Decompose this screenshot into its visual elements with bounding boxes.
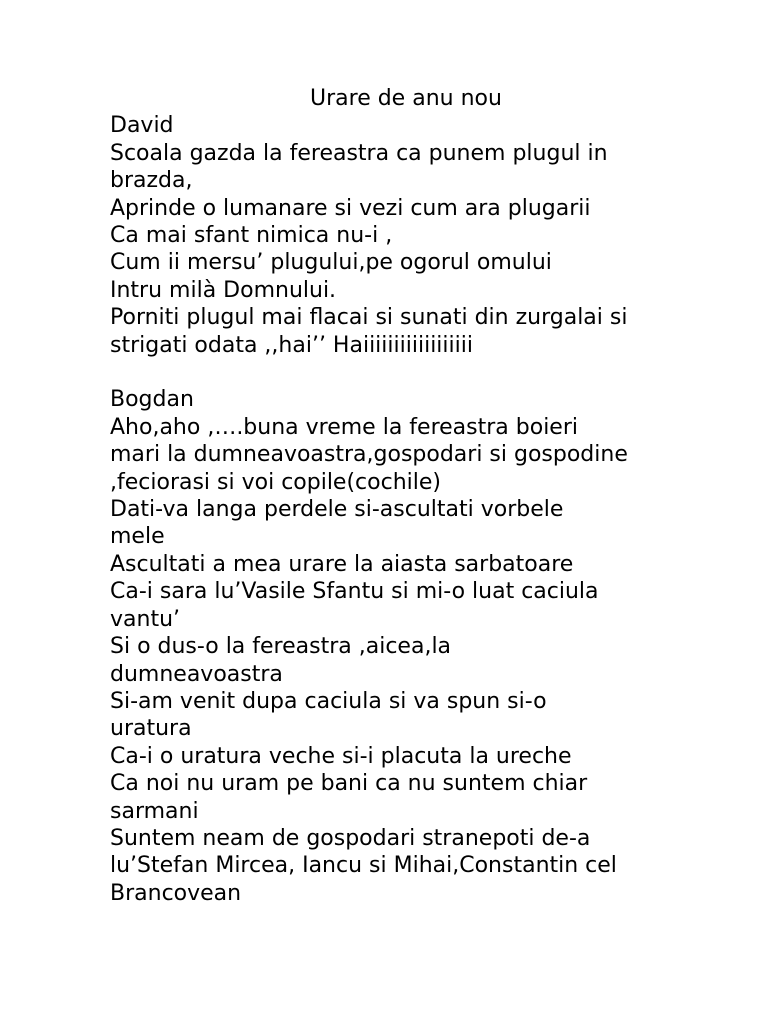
text-line: Ca-i o uratura veche si-i placuta la ureche [110,743,572,769]
text-line: dumneavoastra [110,661,283,687]
text-line: Suntem neam de gospodari stranepoti de-a [110,825,591,851]
text-line: strigati odata ,,hai’’ Haiiiiiiiiiiiiiiiiii [110,332,473,358]
poem-lines [110,112,670,907]
text-line: Si-am venit dupa caciula si va spun si-o [110,688,547,714]
text-line: mari la dumneavoastra,gospodari si gospodine [110,442,628,468]
text-line: Brancovean [110,880,242,906]
text-line: Bogdan [110,387,194,413]
text-line: lu’Stefan Mircea, Iancu si Mihai,Constantin cel [110,853,617,879]
text-line: vantu’ [110,606,181,632]
text-line: Ca noi nu uram pe bani ca nu suntem chiar [110,771,588,797]
text-line: David [110,113,174,139]
text-line: Scoala gazda la fereastra ca punem plugul in [110,140,608,166]
text-line: Porniti plugul mai flacai si sunati din zurgalai si [110,305,628,331]
text-line: Intru milà Domnului. [110,277,337,303]
text-line: mele [110,524,165,550]
text-line: brazda, [110,168,193,194]
document-title: Urare de anu nou [310,86,502,111]
text-line: sarmani [110,798,199,824]
text-line: uratura [110,716,192,742]
text-line: ,feciorasi si voi copile(cochile) [110,469,441,495]
document-body [110,85,670,907]
blank-line [110,359,670,386]
text-line: Aprinde o lumanare si vezi cum ara plugarii [110,195,591,221]
text-line: Ca mai sfant nimica nu-i , [110,223,393,249]
text-line: Ascultati a mea urare la aiasta sarbatoare [110,551,574,577]
text-line: Si o dus-o la fereastra ,aicea,la [110,634,452,660]
text-line: Dati-va langa perdele si-ascultati vorbele [110,497,564,523]
text-line: Ca-i sara lu’Vasile Sfantu si mi-o luat caciula [110,579,599,605]
text-line: Aho,aho ,….buna vreme la fereastra boieri [110,414,578,440]
text-line: Cum ii mersu’ plugului,pe ogorul omului [110,250,552,276]
